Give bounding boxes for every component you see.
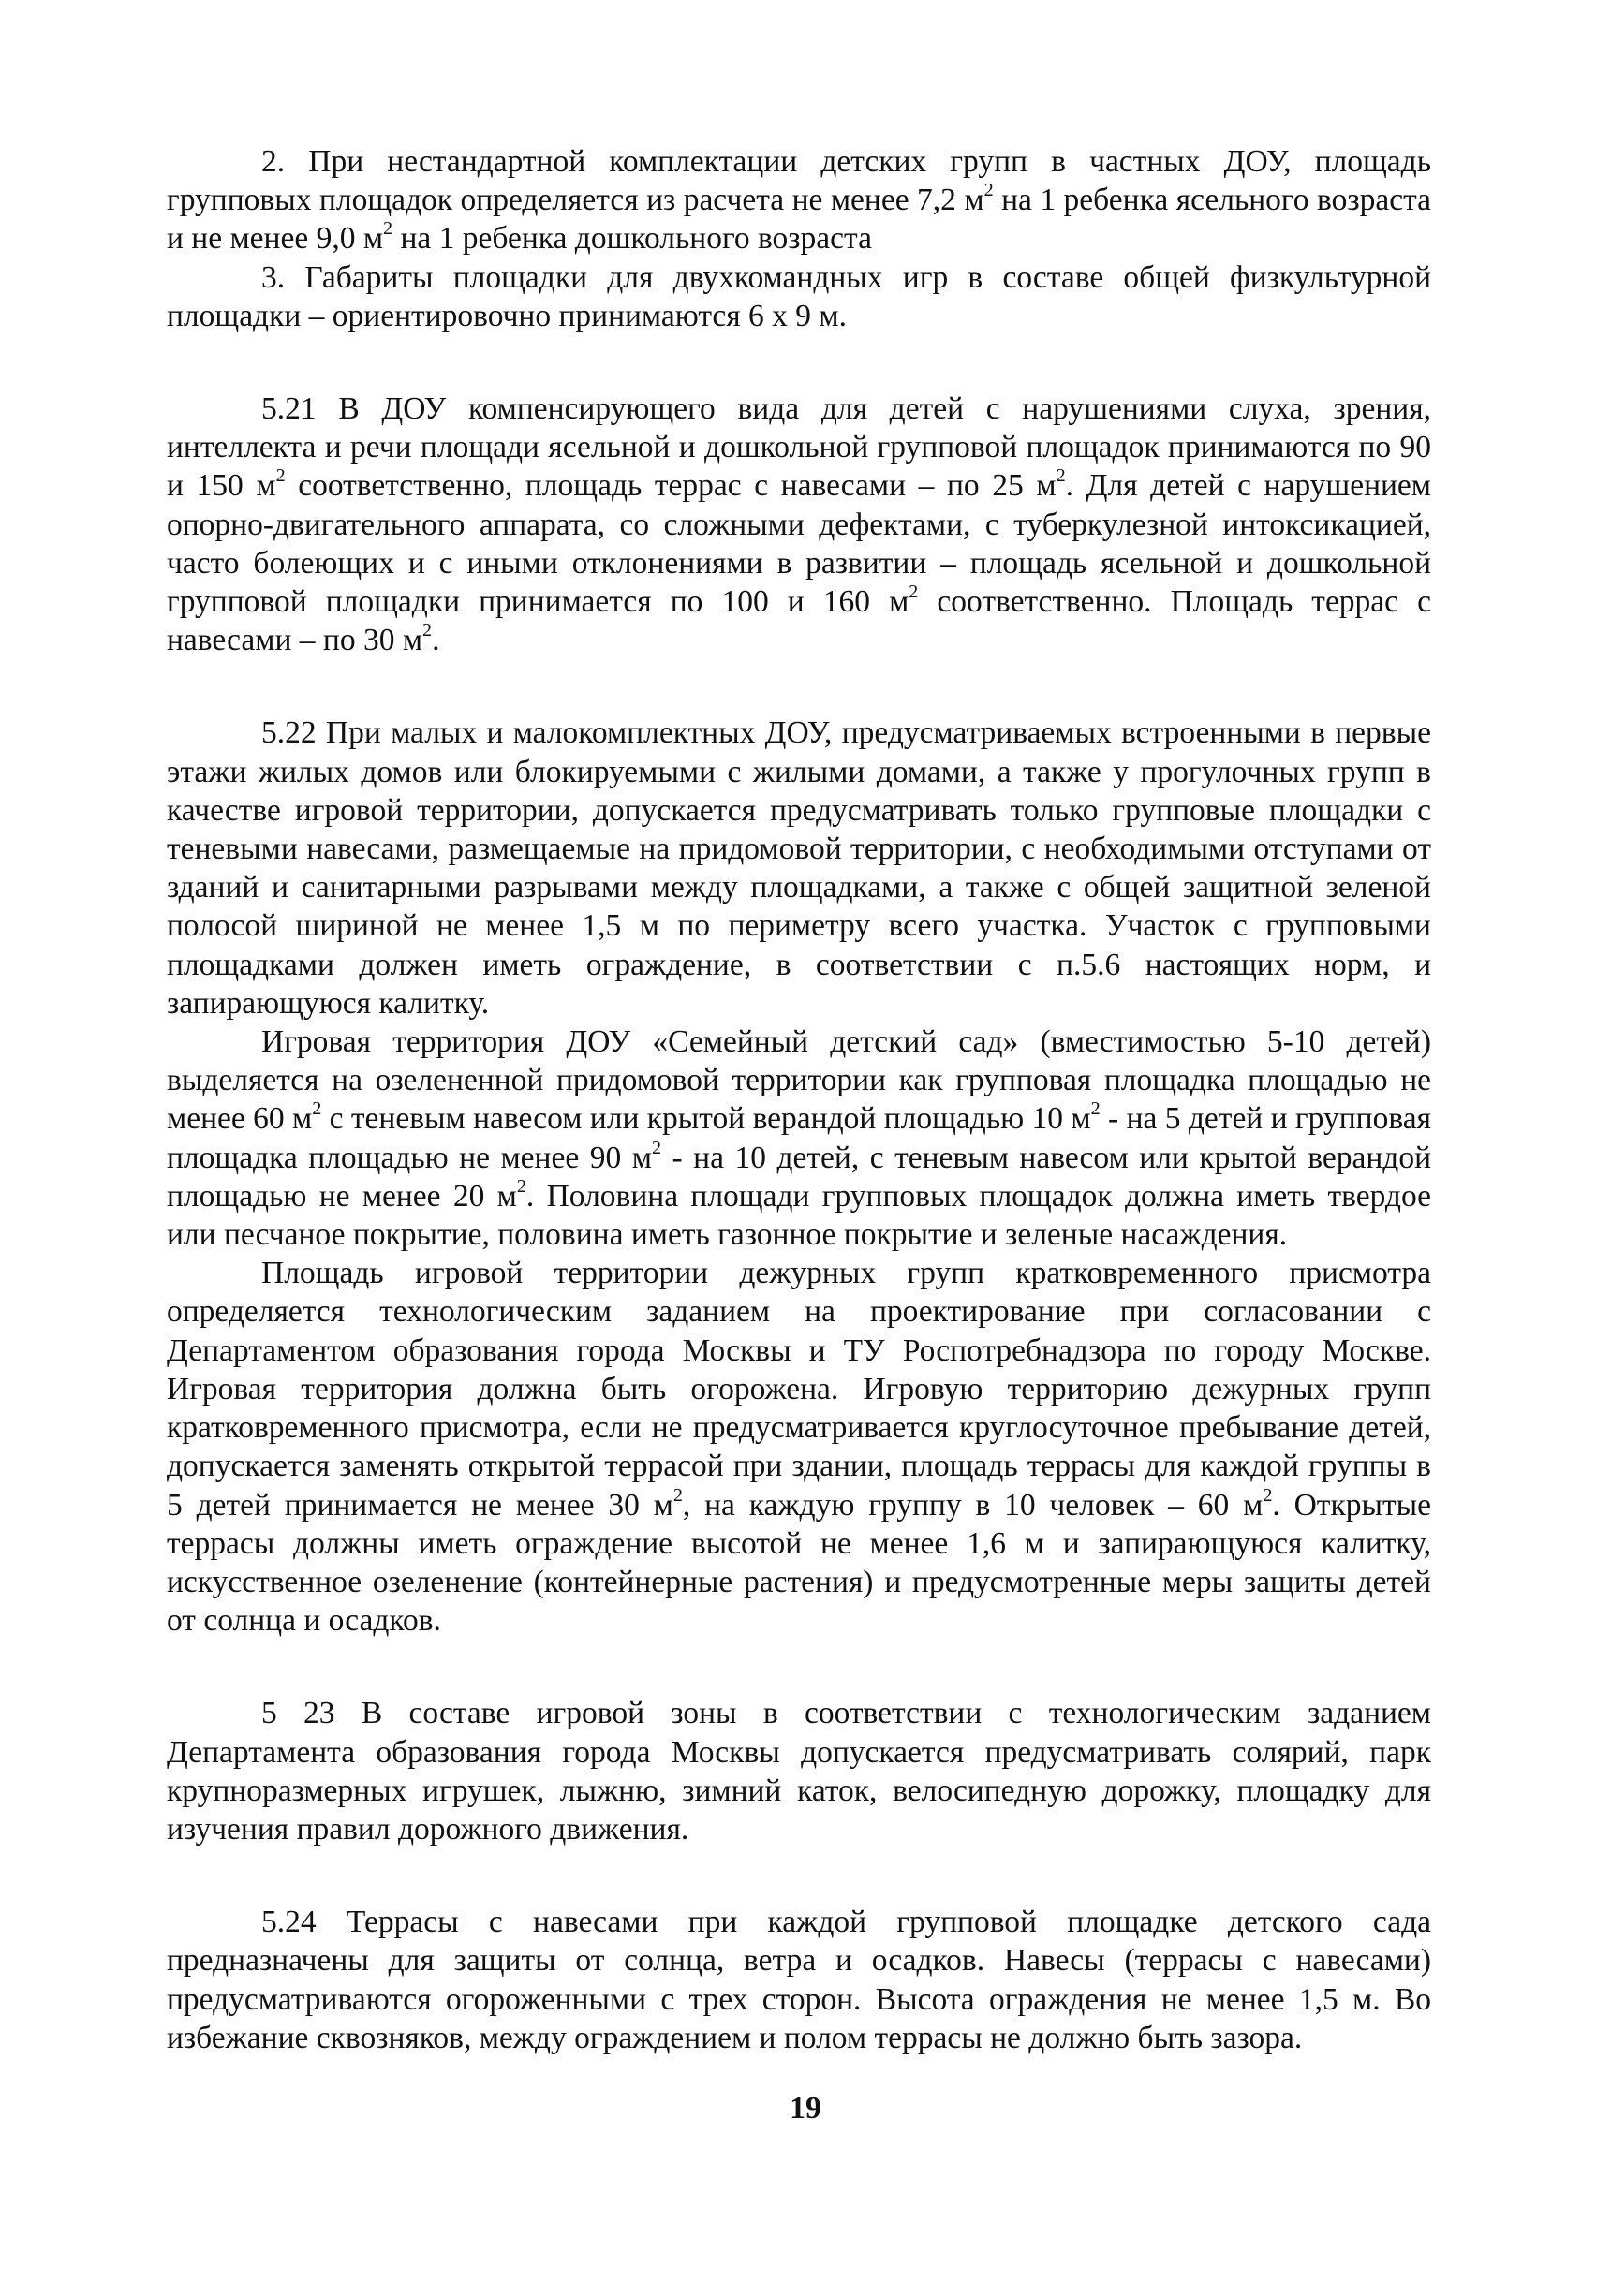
text-run: - на 5 детей и групповая площадка площадью не менее 90 м [167, 1101, 1431, 1175]
paragraph-5-23 [167, 1694, 1431, 1848]
text-run: . Для детей с нарушением опорно-двигательного аппарата, со сложными дефектами, с туберкулезной интоксикацией, часто болеющих и с иными отклонениями в развитии – площадь ясельной и дошкольной групповой площадки принимается по 100 и 160 м [167, 468, 1431, 620]
superscript: 2 [422, 620, 433, 641]
paragraph-5-24 [167, 1903, 1431, 2057]
paragraph-duty-groups [167, 1254, 1431, 1640]
text-run: , на каждую группу в 10 человек – 60 м [682, 1487, 1264, 1523]
text-run: соответственно. Площадь террас с навесами – по 30 м [167, 584, 1431, 658]
page-number: 19 [790, 2091, 821, 2126]
text-run: 5.22 При малых и малокомплектных ДОУ, предусматриваемых встроенными в первые этажи жилых домов или блокируемыми с жилыми домами, а также у прогулочных групп в качестве игровой территории, допускается предусматривать только групповые площадки с теневыми навесами, размещаемые на придомовой территории, с необходимыми отступами от зданий и санитарными разрывами между площадками, а также с общей защитной зеленой полосой шириной не менее 1,5 м по периметру всего участка. Участок с групповыми площадками должен иметь ограждение, в соответствии с п.5.6 настоящих норм, и запирающуюся калитку. [167, 715, 1431, 1021]
superscript: 2 [516, 1175, 526, 1197]
paragraph-family-kindergarten [167, 1023, 1431, 1254]
document-body [167, 142, 1431, 2057]
superscript: 2 [651, 1137, 661, 1158]
paragraph-item-2 [167, 142, 1431, 258]
text-run: - на 10 детей, с теневым навесом или крытой верандой площадью не менее 20 м [167, 1140, 1431, 1214]
text-run: . [432, 623, 440, 658]
text-run: на 1 ребенка дошкольного возраста [392, 221, 872, 257]
text-run: 5.24 Террасы с навесами при каждой групповой площадке детского сада предназначены для защиты от солнца, ветра и осадков. Навесы (террасы с навесами) предусматриваются огороженными с трех сторон. Высота ограждения не менее 1,5 м. Во избежание сквозняков, между ограждением и полом террасы не должно быть зазора. [167, 1905, 1431, 2055]
superscript: 2 [312, 1098, 322, 1120]
superscript: 2 [983, 180, 994, 201]
text-run: с теневым навесом или крытой верандой площадью 10 м [321, 1101, 1091, 1137]
text-run: 5 23 В составе игровой зоны в соответствии с технологическим заданием Департамента образования города Москвы допускается предусматривать солярий, парк крупноразмерных игрушек, лыжню, зимний каток, велосипедную дорожку, площадку для изучения правил дорожного движения. [167, 1696, 1431, 1847]
text-run: 2. При нестандартной комплектации детских групп в частных ДОУ, площадь групповых площадок определяется из расчета не менее 7,2 м [167, 144, 1431, 218]
text-run: на 1 ребенка ясельного возраста и не менее 9,0 м [167, 183, 1431, 257]
text-run: 3. Габариты площадки для двухкомандных игр в составе общей физкультурной площадки – ориентировочно принимаются 6 х 9 м. [167, 259, 1431, 333]
paragraph-5-22 [167, 714, 1431, 1023]
text-run: 5.21 В ДОУ компенсирующего вида для детей с нарушениями слуха, зрения, интеллекта и речи площади ясельной и дошкольной групповой площадок принимаются по 90 и 150 м [167, 391, 1431, 504]
text-run: . Половина площади групповых площадок должна иметь твердое или песчаное покрытие, половина иметь газонное покрытие и зеленые насаждения. [167, 1178, 1431, 1253]
superscript: 2 [383, 218, 393, 240]
text-run: Площадь игровой территории дежурных групп кратковременного присмотра определяется технологическим заданием на проектирование при согласовании с Департаментом образования города Москвы и ТУ Роспотребнадзора по городу Москве. Игровая территория должна быть огорожена. Игровую территорию дежурных групп кратковременного присмотра, если не предусматривается круглосуточное пребывание детей, допускается заменять открытой террасой при здании, площадь террасы для каждой группы в 5 детей принимается не менее 30 м [167, 1256, 1431, 1523]
text-run: . Открытые террасы должны иметь ограждение высотой не менее 1,6 м и запирающуюся калитку, искусственное озеленение (контейнерные растения) и предусмотренные меры защиты детей от солнца и осадков. [167, 1487, 1432, 1639]
paragraph-5-21 [167, 390, 1431, 659]
superscript: 2 [672, 1484, 683, 1506]
superscript: 2 [909, 581, 919, 602]
text-run: соответственно, площадь террас с навесами – по 25 м [285, 468, 1057, 504]
superscript: 2 [1263, 1484, 1273, 1506]
superscript: 2 [1056, 465, 1066, 487]
text-run: Игровая территория ДОУ «Семейный детский сад» (вместимостью 5-10 детей) выделяется на озелененной придомовой территории как групповая площадка площадью не менее 60 м [167, 1024, 1431, 1137]
superscript: 2 [275, 465, 286, 487]
paragraph-item-3 [167, 258, 1431, 335]
superscript: 2 [1090, 1098, 1101, 1120]
